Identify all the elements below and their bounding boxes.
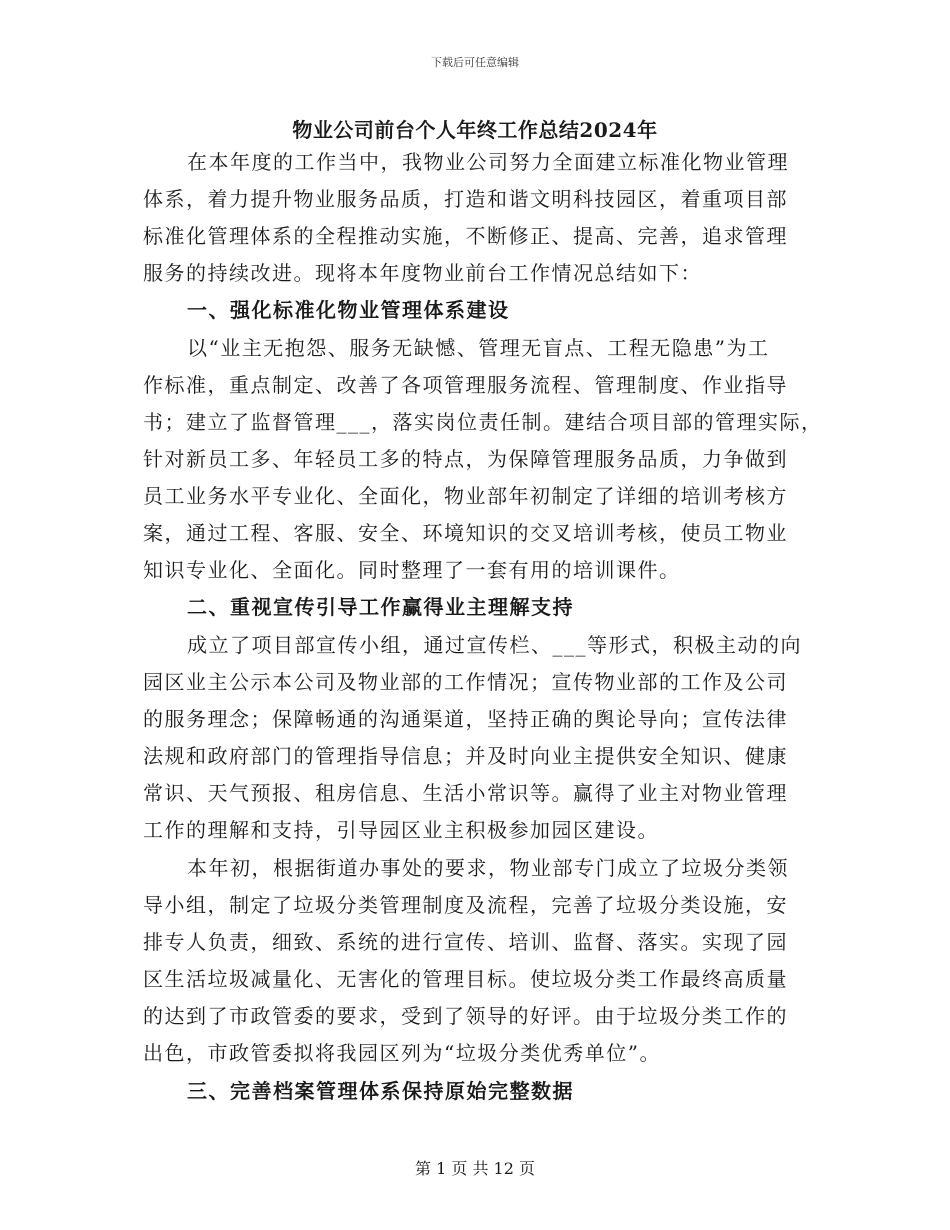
paragraph-line: 案，通过工程、客服、安全、环境知识的交叉培训考核，使员工物业 — [143, 521, 788, 545]
paragraph-line: 书；建立了监督管理___，落实岗位责任制。建结合项目部的管理实际， — [143, 410, 823, 434]
section-heading: 二、重视宣传引导工作赢得业主理解支持 — [187, 595, 574, 619]
paragraph-line: 以“业主无抱怨、服务无缺憾、管理无盲点、工程无隐患”为工 — [187, 336, 770, 360]
page-footer: 第 1 页 共 12 页 — [415, 1159, 535, 1178]
paragraph-line: 常识、天气预报、租房信息、生活小常识等。赢得了业主对物业管理 — [143, 781, 788, 805]
paragraph-line: 作标准，重点制定、改善了各项管理服务流程、管理制度、作业指导 — [143, 373, 788, 397]
paragraph-line: 园区业主公示本公司及物业部的工作情况；宣传物业部的工作及公司 — [143, 670, 788, 694]
paragraph-line: 员工业务水平专业化、全面化，物业部年初制定了详细的培训考核方 — [143, 484, 788, 508]
paragraph-line: 法规和政府部门的管理指导信息；并及时向业主提供安全知识、健康 — [143, 744, 788, 768]
paragraph-line: 工作的理解和支持，引导园区业主积极参加园区建设。 — [143, 818, 659, 842]
paragraph-line: 针对新员工多、年轻员工多的特点，为保障管理服务品质，力争做到 — [143, 447, 788, 471]
paragraph-line: 的达到了市政管委的要求，受到了领导的好评。由于垃圾分类工作的 — [143, 1004, 788, 1028]
header-note: 下载后可任意编辑 — [431, 56, 519, 69]
paragraph-line: 成立了项目部宣传小组，通过宣传栏、___等形式，积极主动的向 — [187, 633, 802, 657]
section-heading: 三、完善档案管理体系保持原始完整数据 — [187, 1079, 574, 1103]
paragraph-line: 标准化管理体系的全程推动实施，不断修正、提高、完善，追求管理 — [143, 224, 788, 248]
paragraph-line: 在本年度的工作当中，我物业公司努力全面建立标准化物业管理 — [187, 150, 789, 174]
paragraph-line: 出色，市政管委拟将我园区列为“垃圾分类优秀单位”。 — [143, 1041, 661, 1065]
paragraph-line: 服务的持续改进。现将本年度物业前台工作情况总结如下： — [143, 261, 702, 285]
document-title: 物业公司前台个人年终工作总结2024年 — [292, 118, 658, 142]
paragraph-line: 排专人负责，细致、系统的进行宣传、培训、监督、落实。实现了园 — [143, 930, 788, 954]
paragraph-line: 本年初，根据街道办事处的要求，物业部专门成立了垃圾分类领 — [187, 856, 789, 880]
paragraph-line: 区生活垃圾减量化、无害化的管理目标。使垃圾分类工作最终高质量 — [143, 967, 788, 991]
paragraph-line: 体系，着力提升物业服务品质，打造和谐文明科技园区，着重项目部 — [143, 187, 788, 211]
paragraph-line: 导小组，制定了垃圾分类管理制度及流程，完善了垃圾分类设施，安 — [143, 893, 788, 917]
paragraph-line: 知识专业化、全面化。同时整理了一套有用的培训课件。 — [143, 558, 681, 582]
section-heading: 一、强化标准化物业管理体系建设 — [187, 298, 510, 322]
paragraph-line: 的服务理念；保障畅通的沟通渠道，坚持正确的舆论导向；宣传法律 — [143, 707, 788, 731]
